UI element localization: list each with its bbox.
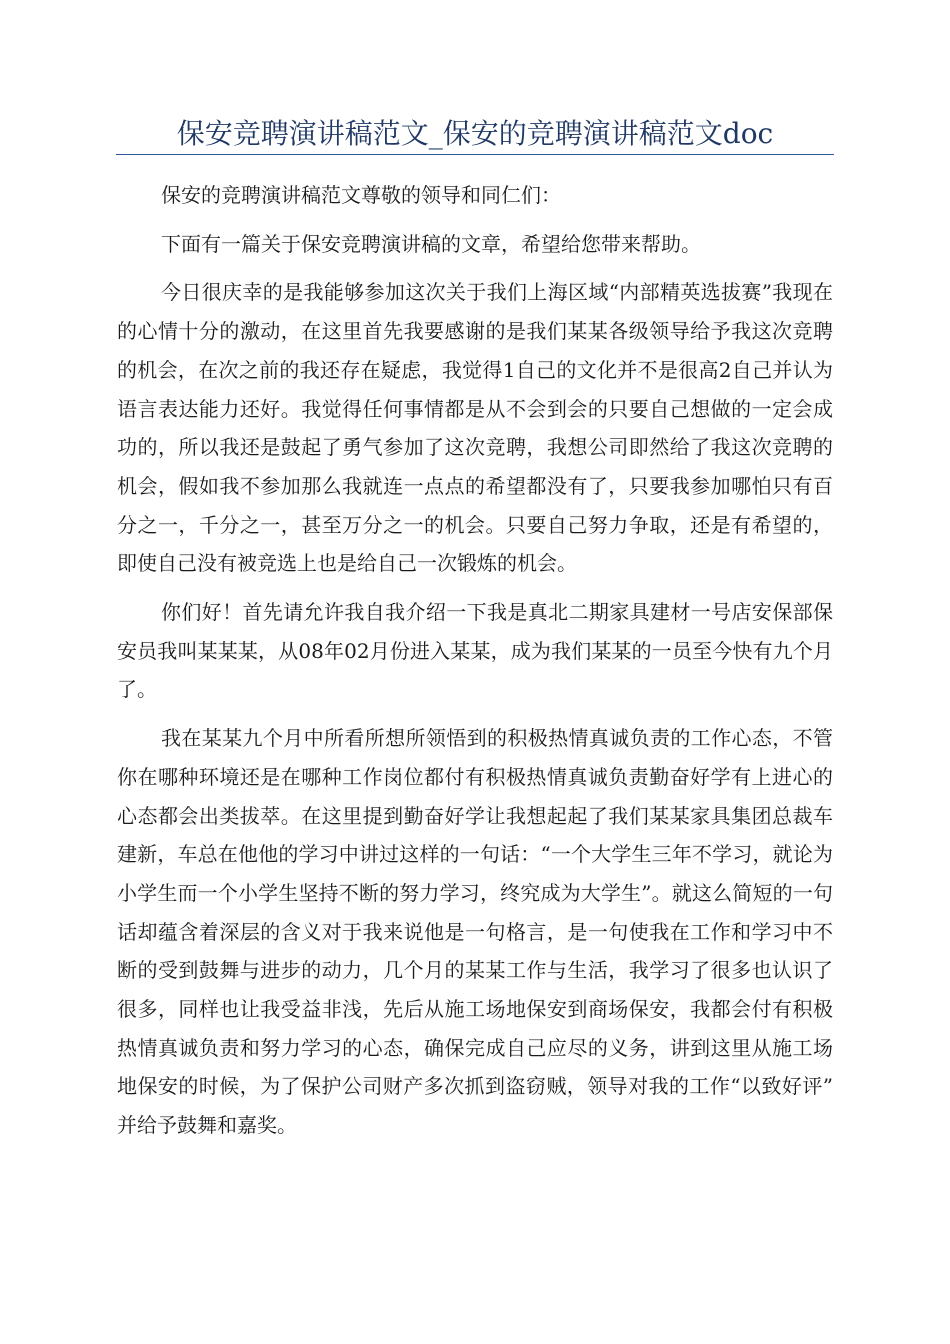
paragraph-work-experience: 我在某某九个月中所看所想所领悟到的积极热情真诚负责的工作心态，不管你在哪种环境还是在哪种工作岗位都付有积极热情真诚负责勤奋好学有上进心的心态都会出类拔萃。在这里提到勤奋好学让我想起起了我们某某家具集团总裁车建新，车总在他他的学习中讲过这样的一句话：“一个大学生三年不学习，就论为小学生而一个小学生坚持不断的努力学习，终究成为大学生”。就这么简短的一句话却蕴含着深层的含义对于我来说他是一句格言，是一句使我在工作和学习中不断的受到鼓舞与进步的动力，几个月的某某工作与生活，我学习了很多也认识了很多，同样也让我受益非浅，先后从施工场地保安到商场保安，我都会付有积极热情真诚负责和努力学习的心态，确保完成自己应尽的义务，讲到这里从施工场地保安的时候，为了保护公司财产多次抓到盗窃贼，领导对我的工作“以致好评”并给予鼓舞和嘉奖。 — [117, 726, 833, 1138]
paragraph-salutation: 保安的竞聘演讲稿范文尊敬的领导和同仁们： — [161, 183, 561, 207]
paragraph-intro: 下面有一篇关于保安竞聘演讲稿的文章，希望给您带来帮助。 — [161, 231, 701, 256]
document-body — [117, 176, 833, 1155]
paragraph-motivation: 今日很庆幸的是我能够参加这次关于我们上海区域“内部精英选拔赛”我现在的心情十分的激动，在这里首先我要感谢的是我们某某各级领导给予我这次竞聘的机会，在次之前的我还存在疑虑，我觉得1自己的文化并不是很高2自己并认为语言表达能力还好。我觉得任何事情都是从不会到会的只要自己想做的一定会成功的，所以我还是鼓起了勇气参加了这次竞聘，我想公司即然给了我这次竞聘的机会，假如我不参加那么我就连一点点的希望都没有了，只要我参加哪怕只有百分之一，千分之一，甚至万分之一的机会。只要自己努力争取，还是有希望的，即使自己没有被竞选上也是给自己一次锻炼的机会。 — [117, 280, 833, 576]
document-title: 保安竞聘演讲稿范文_保安的竞聘演讲稿范文doc — [176, 117, 774, 150]
title-underline — [116, 154, 834, 155]
paragraph-self-introduction: 你们好！首先请允许我自我介绍一下我是真北二期家具建材一号店安保部保安员我叫某某某，从08年02月份进入某某，成为我们某某的一员至今快有九个月了。 — [117, 600, 833, 702]
